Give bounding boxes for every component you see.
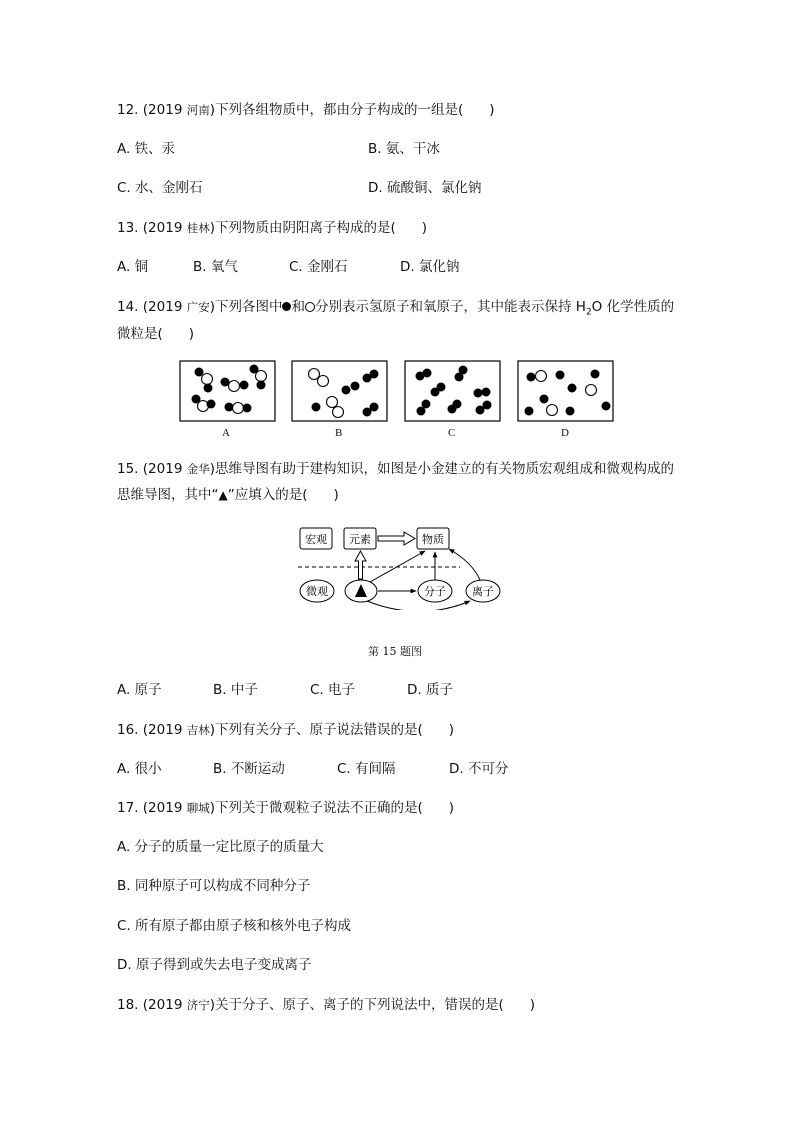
figure-15-caption: 第 15 题图 [368,645,422,658]
q15-year: (2019 [142,461,183,477]
q12-source: 河南 [186,103,210,117]
q15-option-a: A. 原子 [117,682,162,698]
q13-year: (2019 [142,220,183,236]
q13-close: ) [421,220,428,236]
q17-option-d: D. 原子得到或失去电子变成离子 [117,957,312,973]
particle-box-a [180,361,275,421]
q13-source: 桂林 [186,221,210,235]
q17-option-b: B. 同种原子可以构成不同种分子 [117,878,311,894]
q12-option-b: B. 氨、干冰 [368,141,440,157]
q14-text-a: )下列各图中 [209,299,283,315]
triangle-icon: ▲ [218,488,228,502]
q18-number: 18. [117,997,139,1013]
macro-label: 宏观 [305,533,327,546]
q18-text: )关于分子、原子、离子的下列说法中，错误的是( [209,997,504,1013]
question-16-stem [117,720,454,740]
q17-source: 聊城 [186,801,210,815]
q15-close: ) [333,487,339,503]
q15-option-c: C. 电子 [310,682,356,698]
q13-option-d: D. 氯化钠 [400,259,460,275]
q18-source: 济宁 [186,998,210,1012]
q16-close: ) [448,722,455,738]
q16-option-b: B. 不断运动 [213,761,285,777]
q15-mind-map [290,520,505,610]
q17-number: 17. [117,800,139,816]
q16-option-a: A. 很小 [117,761,162,777]
q13-option-c: C. 金刚石 [289,259,348,275]
q15-option-b: B. 中子 [213,682,258,698]
particle-box-b [292,361,387,421]
q16-text: )下列有关分子、原子说法错误的是( [209,722,423,738]
box-label-d: D [561,427,569,439]
blank-to-element-arrow [355,551,366,579]
ion-label: 离子 [472,585,494,598]
q17-text: )下列关于微观粒子说法不正确的是( [209,800,423,816]
q16-number: 16. [117,722,139,738]
q14-number: 14. [117,299,139,315]
q15-option-d: D. 质子 [407,682,453,698]
q12-option-a: A. 铁、汞 [117,141,176,157]
q14-year: (2019 [142,299,183,315]
q12-year: (2019 [142,102,183,118]
substance-label: 物质 [422,533,444,546]
q16-year: (2019 [142,722,183,738]
q14-text-b: 和 [291,299,305,315]
question-15-stem [117,459,674,479]
blank-to-ion-arrow [367,601,470,610]
particle-box-c [405,361,500,421]
micro-label: 微观 [306,585,328,598]
q16-source: 吉林 [186,723,210,737]
q17-year: (2019 [142,800,183,816]
box-label-a: A [222,427,230,439]
molecule-label: 分子 [424,585,446,598]
q18-close: ) [529,997,536,1013]
q14-text-d: O 化学性质的 [591,299,675,315]
q12-number: 12. [117,102,139,118]
question-14-stem-line2 [117,324,194,344]
ion-to-substance-arrow [449,549,480,580]
q15-text-2a: 思维导图，其中“ [117,487,219,503]
q13-text: )下列物质由阴阳离子构成的是( [209,220,396,236]
q14-line2: 微粒是( [117,326,163,342]
q12-close: ) [489,102,495,118]
q13-option-b: B. 氧气 [193,259,238,275]
particle-box-d [518,361,613,421]
q15-number: 15. [117,461,139,477]
q14-close: ) [188,326,195,342]
question-12-stem [117,100,495,120]
blank-to-substance-arrow [370,551,425,582]
box-label-b: B [335,427,343,439]
question-14-stem [117,297,674,323]
question-15-stem-line2 [117,485,339,505]
q14-text-c: 分别表示氢原子和氧原子，其中能表示保持 H [314,299,586,315]
q17-option-a: A. 分子的质量一定比原子的质量大 [117,839,324,855]
q18-year: (2019 [142,997,183,1013]
question-18-stem [117,995,535,1015]
element-label: 元素 [349,533,371,546]
q14-subscript: 2 [585,307,592,318]
question-17-stem [117,798,454,818]
q15-source: 金华 [186,462,210,476]
q17-option-c: C. 所有原子都由原子核和核外电子构成 [117,918,352,934]
element-to-substance-arrow [378,532,415,545]
q15-text-2b: ”应填入的是( [227,487,308,503]
q16-option-d: D. 不可分 [449,761,509,777]
q13-option-a: A. 铜 [117,259,149,275]
q12-option-d: D. 硫酸铜、氯化钠 [368,180,482,196]
q12-option-c: C. 水、金刚石 [117,180,203,196]
q17-close: ) [448,800,455,816]
box-label-c: C [448,427,456,439]
q14-particle-diagrams [170,355,630,427]
oxygen-atom-icon [305,302,315,312]
q12-text: )下列各组物质中，都由分子构成的一组是( [209,102,464,118]
q14-source: 广安 [186,300,210,314]
question-13-stem [117,218,427,238]
q16-option-c: C. 有间隔 [337,761,396,777]
q13-number: 13. [117,220,139,236]
q15-text-1: )思维导图有助于建构知识，如图是小金建立的有关物质宏观组成和微观构成的 [209,461,674,477]
